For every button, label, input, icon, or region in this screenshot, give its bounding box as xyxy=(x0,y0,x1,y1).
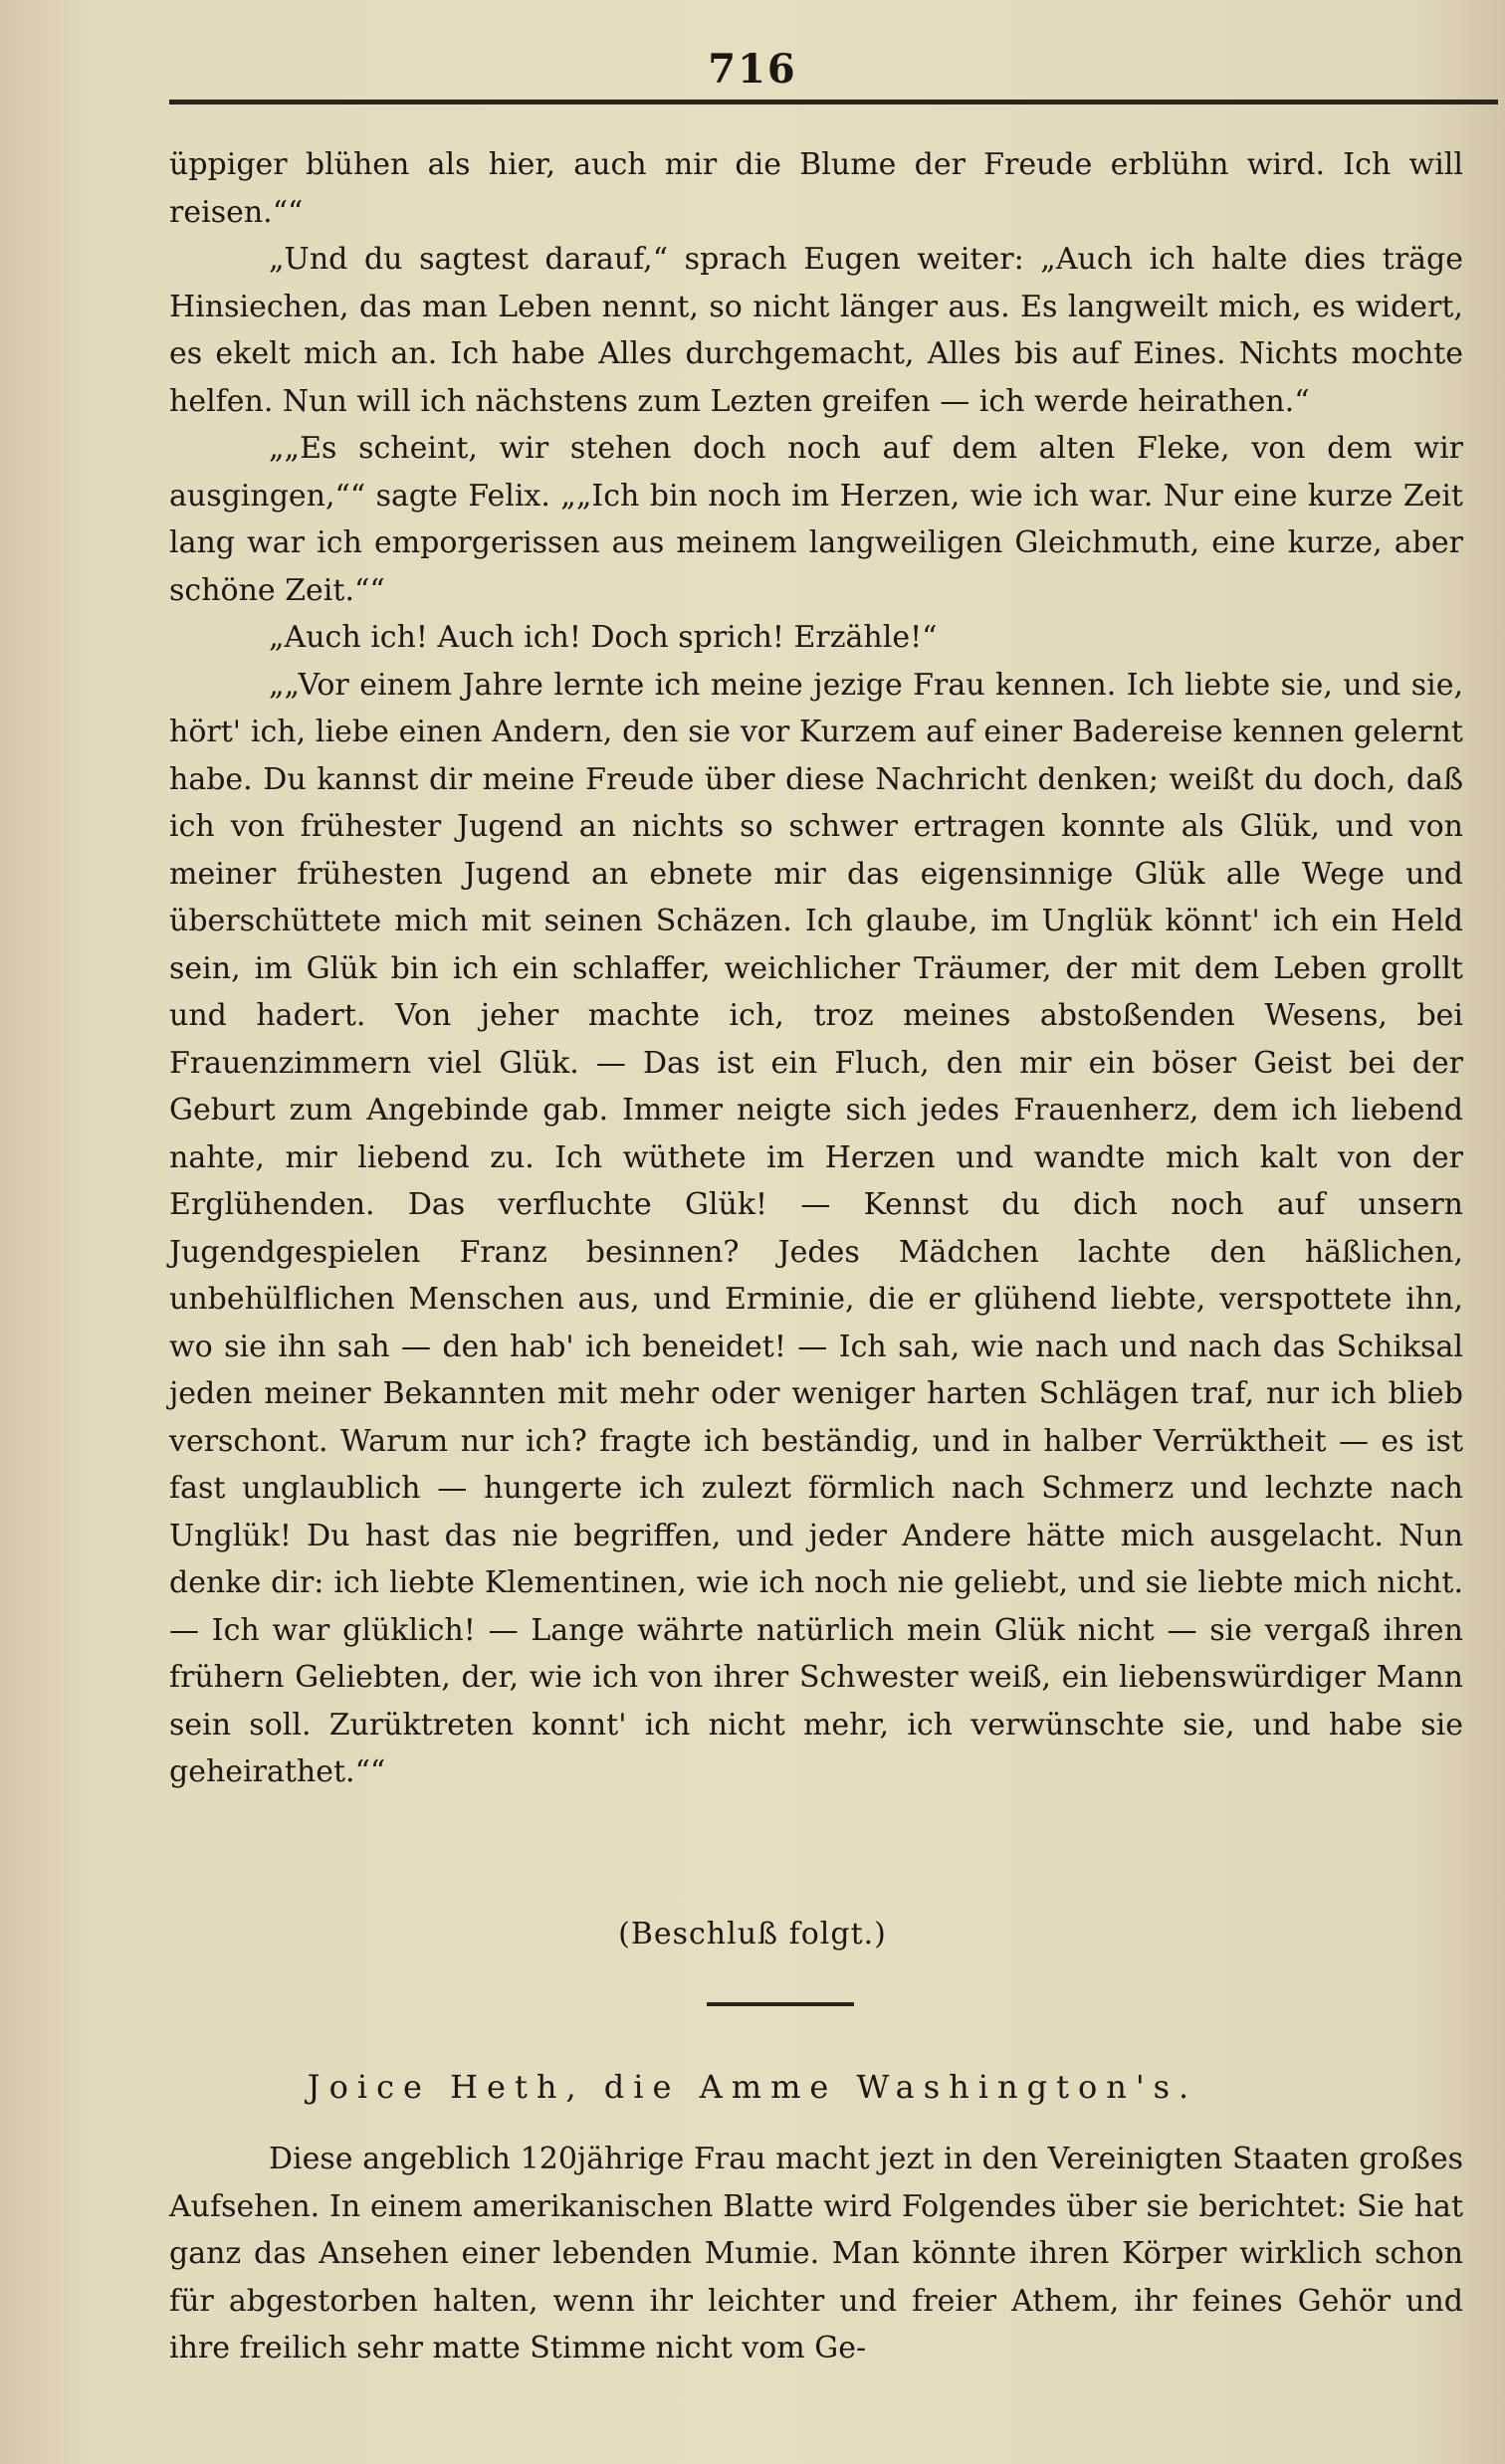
continued-note: (Beschluß folgt.) xyxy=(618,1917,887,1951)
story-text xyxy=(169,141,1463,1796)
header-rule xyxy=(169,100,1498,104)
article-paragraph-1: Diese angeblich 120jährige Frau macht jezt in den Vereinigten Staaten großes Aufsehen. In einem amerikanischen Blatte wird Folgendes über sie berichtet: Sie hat ganz das Ansehen einer lebenden Mumie. Man könnte ihren Körper wirklich schon für abgestorben halten, wenn ihr leichter und freier Athem, ihr feines Gehör und ihre freilich sehr matte Stimme nicht vom Ge- xyxy=(169,2142,1463,2365)
story-paragraph-3: „„Es scheint, wir stehen doch noch auf dem alten Fleke, von dem wir ausgingen,““ sagte Felix. „„Ich bin noch im Herzen, wie ich war. Nur eine kurze Zeit lang war ich emporgerissen aus meinem langweiligen Gleichmuth, eine kurze, aber schöne Zeit.““ xyxy=(169,431,1463,608)
section-divider xyxy=(707,2002,854,2006)
article-text xyxy=(169,2136,1463,2372)
story-paragraph-4: „Auch ich! Auch ich! Doch sprich! Erzähle!“ xyxy=(269,620,938,655)
article-title: Joice Heth, die Amme Washington's. xyxy=(307,2068,1198,2106)
story-paragraph-1: üppiger blühen als hier, auch mir die Blume der Freude erblühn wird. Ich will reisen.““ xyxy=(169,147,1463,230)
page-number: 716 xyxy=(708,46,797,93)
story-paragraph-5: „„Vor einem Jahre lernte ich meine jezige Frau kennen. Ich liebte sie, und sie, hört' ich, liebe einen Andern, den sie vor Kurzem auf einer Badereise kennen gelernt habe. Du kannst dir meine Freude über diese Nachricht denken; weißt du doch, daß ich von frühester Jugend an nichts so schwer ertragen konnte als Glük, und von meiner frühesten Jugend an ebnete mir das eigensinnige Glük alle Wege und überschüttete mich mit seinen Schäzen. Ich glaube, im Unglük könnt' ich ein Held sein, im Glük bin ich ein schlaffer, weichlicher Träumer, der mit dem Leben grollt und hadert. Von jeher machte ich, troz meines abstoßenden Wesens, bei Frauenzimmern viel Glük. — Das ist ein Fluch, den mir ein böser Geist bei der Geburt zum Angebinde gab. Immer neigte sich jedes Frauenherz, dem ich liebend nahte, mir liebend zu. Ich wüthete im Herzen und wandte mich kalt von der Erglühenden. Das verfluchte Glük! — Kennst du dich noch auf unsern Jugendgespielen Franz besinnen? Jedes Mädchen lachte den häßlichen, unbehülflichen Menschen aus, und Erminie, die er glühend liebte, verspottete ihn, wo sie ihn sah — den hab' ich beneidet! — Ich sah, wie nach und nach das Schiksal jeden meiner Bekannten mit mehr oder weniger harten Schlägen traf, nur ich blieb verschont. Warum nur ich? fragte ich beständig, und in halber Verrüktheit — es ist fast unglaublich — hungerte ich zulezt förmlich nach Schmerz und lechzte nach Unglük! Du hast das nie begriffen, und jeder Andere hätte mich ausgelacht. Nun denke dir: ich liebte Klementinen, wie ich noch nie geliebt, und sie liebte mich nicht. — Ich war glüklich! — Lange währte natürlich mein Glük nicht — sie vergaß ihren frühern Geliebten, der, wie ich von ihrer Schwester weiß, ein liebenswürdiger Mann sein soll. Zurüktreten konnt' ich nicht mehr, ich verwünschte sie, und habe sie geheirathet.““ xyxy=(169,667,1463,1789)
story-paragraph-2: „Und du sagtest darauf,“ sprach Eugen weiter: „Auch ich halte dies träge Hinsiechen, das man Leben nennt, so nicht länger aus. Es langweilt mich, es widert, es ekelt mich an. Ich habe Alles durchgemacht, Alles bis auf Eines. Nichts mochte helfen. Nun will ich nächstens zum Lezten greifen — ich werde heirathen.“ xyxy=(169,242,1463,419)
